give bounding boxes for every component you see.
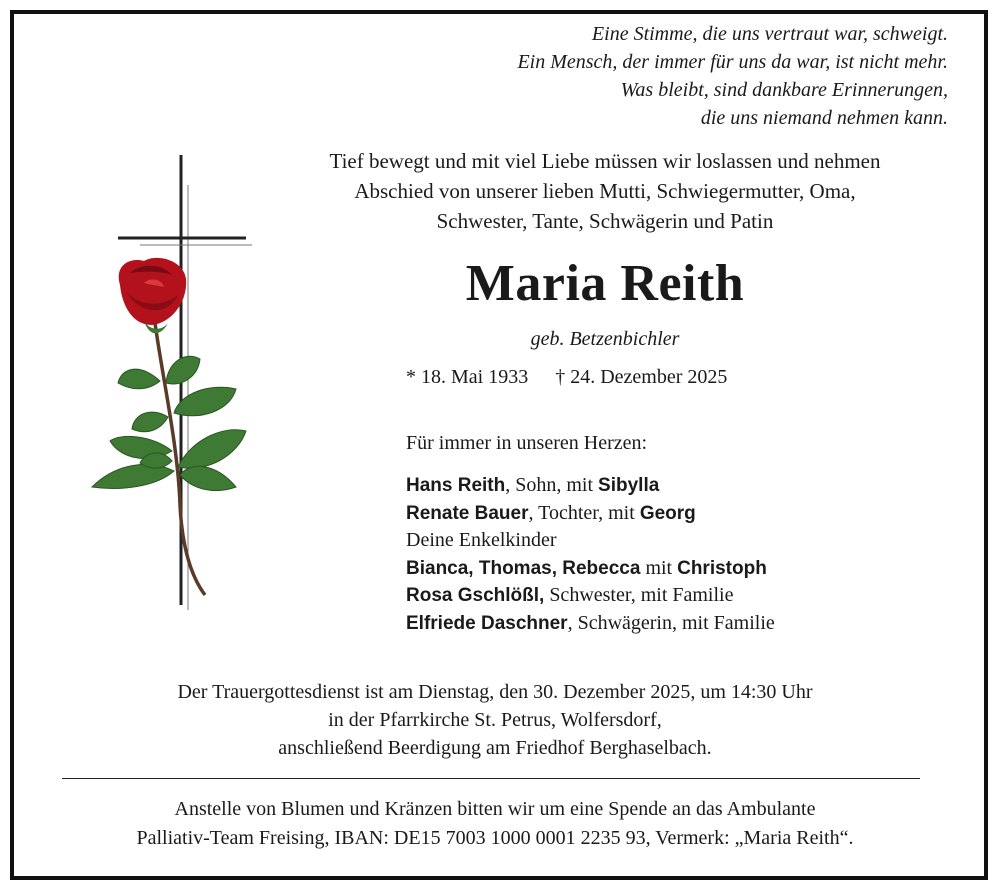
mourner-relation: Schwester, mit Familie [544, 584, 734, 606]
mourner-name: Hans Reith [406, 475, 506, 496]
poem-line: die uns niemand nehmen kann. [700, 107, 948, 129]
mourners-list [406, 472, 775, 637]
intro-line: Schwester, Tante, Schwägerin und Patin [436, 209, 774, 233]
rose-leaves [92, 356, 246, 490]
cross-with-red-rose-icon [40, 145, 260, 615]
mourner-row [406, 472, 775, 500]
mourner-relation: , Sohn, mit [505, 474, 599, 496]
funeral-service-info [10, 678, 980, 762]
mourner-partner: Georg [639, 502, 696, 524]
poem-line: Eine Stimme, die uns vertraut war, schweigt. [591, 23, 948, 45]
life-dates [406, 364, 727, 390]
mourner-name: Rosa Gschlößl, [406, 585, 545, 606]
mourner-partner: Sibylla [598, 475, 660, 496]
mourner-row [406, 527, 775, 555]
rose-bloom [119, 258, 186, 325]
poem-line: Was bleibt, sind dankbare Erinnerungen, [620, 79, 948, 101]
deceased-name: Maria Reith [465, 255, 745, 312]
donation-line: Anstelle von Blumen und Kränzen bitten wir um eine Spende an das Ambulante [174, 798, 816, 820]
donation-note [10, 795, 980, 853]
donation-line: Palliativ-Team Freising, IBAN: DE15 7003 1000 0001 2235 93, Vermerk: „Maria Reith“. [136, 827, 854, 849]
service-line: anschließend Beerdigung am Friedhof Berghaselbach. [278, 737, 712, 759]
intro-line: Tief bewegt und mit viel Liebe müssen wir loslassen und nehmen [329, 149, 881, 173]
service-line: in der Pfarrkirche St. Petrus, Wolfersdorf, [328, 709, 662, 731]
mourner-row [406, 610, 775, 638]
mourner-name: Bianca, Thomas, Rebecca [406, 557, 641, 579]
mourner-relation: Deine Enkelkinder [406, 529, 557, 551]
mourner-relation: , Tochter, mit [528, 501, 640, 524]
mourner-name: Elfriede Daschner [406, 612, 568, 634]
birth-date: * 18. Mai 1933 [406, 366, 529, 388]
service-line: Der Trauergottesdienst ist am Dienstag, den 30. Dezember 2025, um 14:30 Uhr [177, 681, 813, 703]
poem [517, 20, 948, 132]
mourner-partner: Christoph [677, 557, 767, 579]
mourners-heading: Für immer in unseren Herzen: [406, 432, 648, 454]
intro-line: Abschied von unserer lieben Mutti, Schwiegermutter, Oma, [354, 179, 856, 203]
mourner-relation: mit [640, 556, 678, 579]
death-date: † 24. Dezember 2025 [555, 366, 728, 388]
intro-text [240, 146, 970, 236]
poem-line: Ein Mensch, der immer für uns da war, ist nicht mehr. [517, 51, 948, 73]
mourner-name: Renate Bauer [406, 502, 529, 524]
birth-name: geb. Betzenbichler [530, 328, 680, 350]
mourner-row [406, 555, 775, 583]
mourner-row [406, 500, 775, 528]
mourner-row [406, 582, 775, 610]
mourner-relation: , Schwägerin, mit Familie [567, 611, 775, 634]
divider [62, 778, 920, 779]
